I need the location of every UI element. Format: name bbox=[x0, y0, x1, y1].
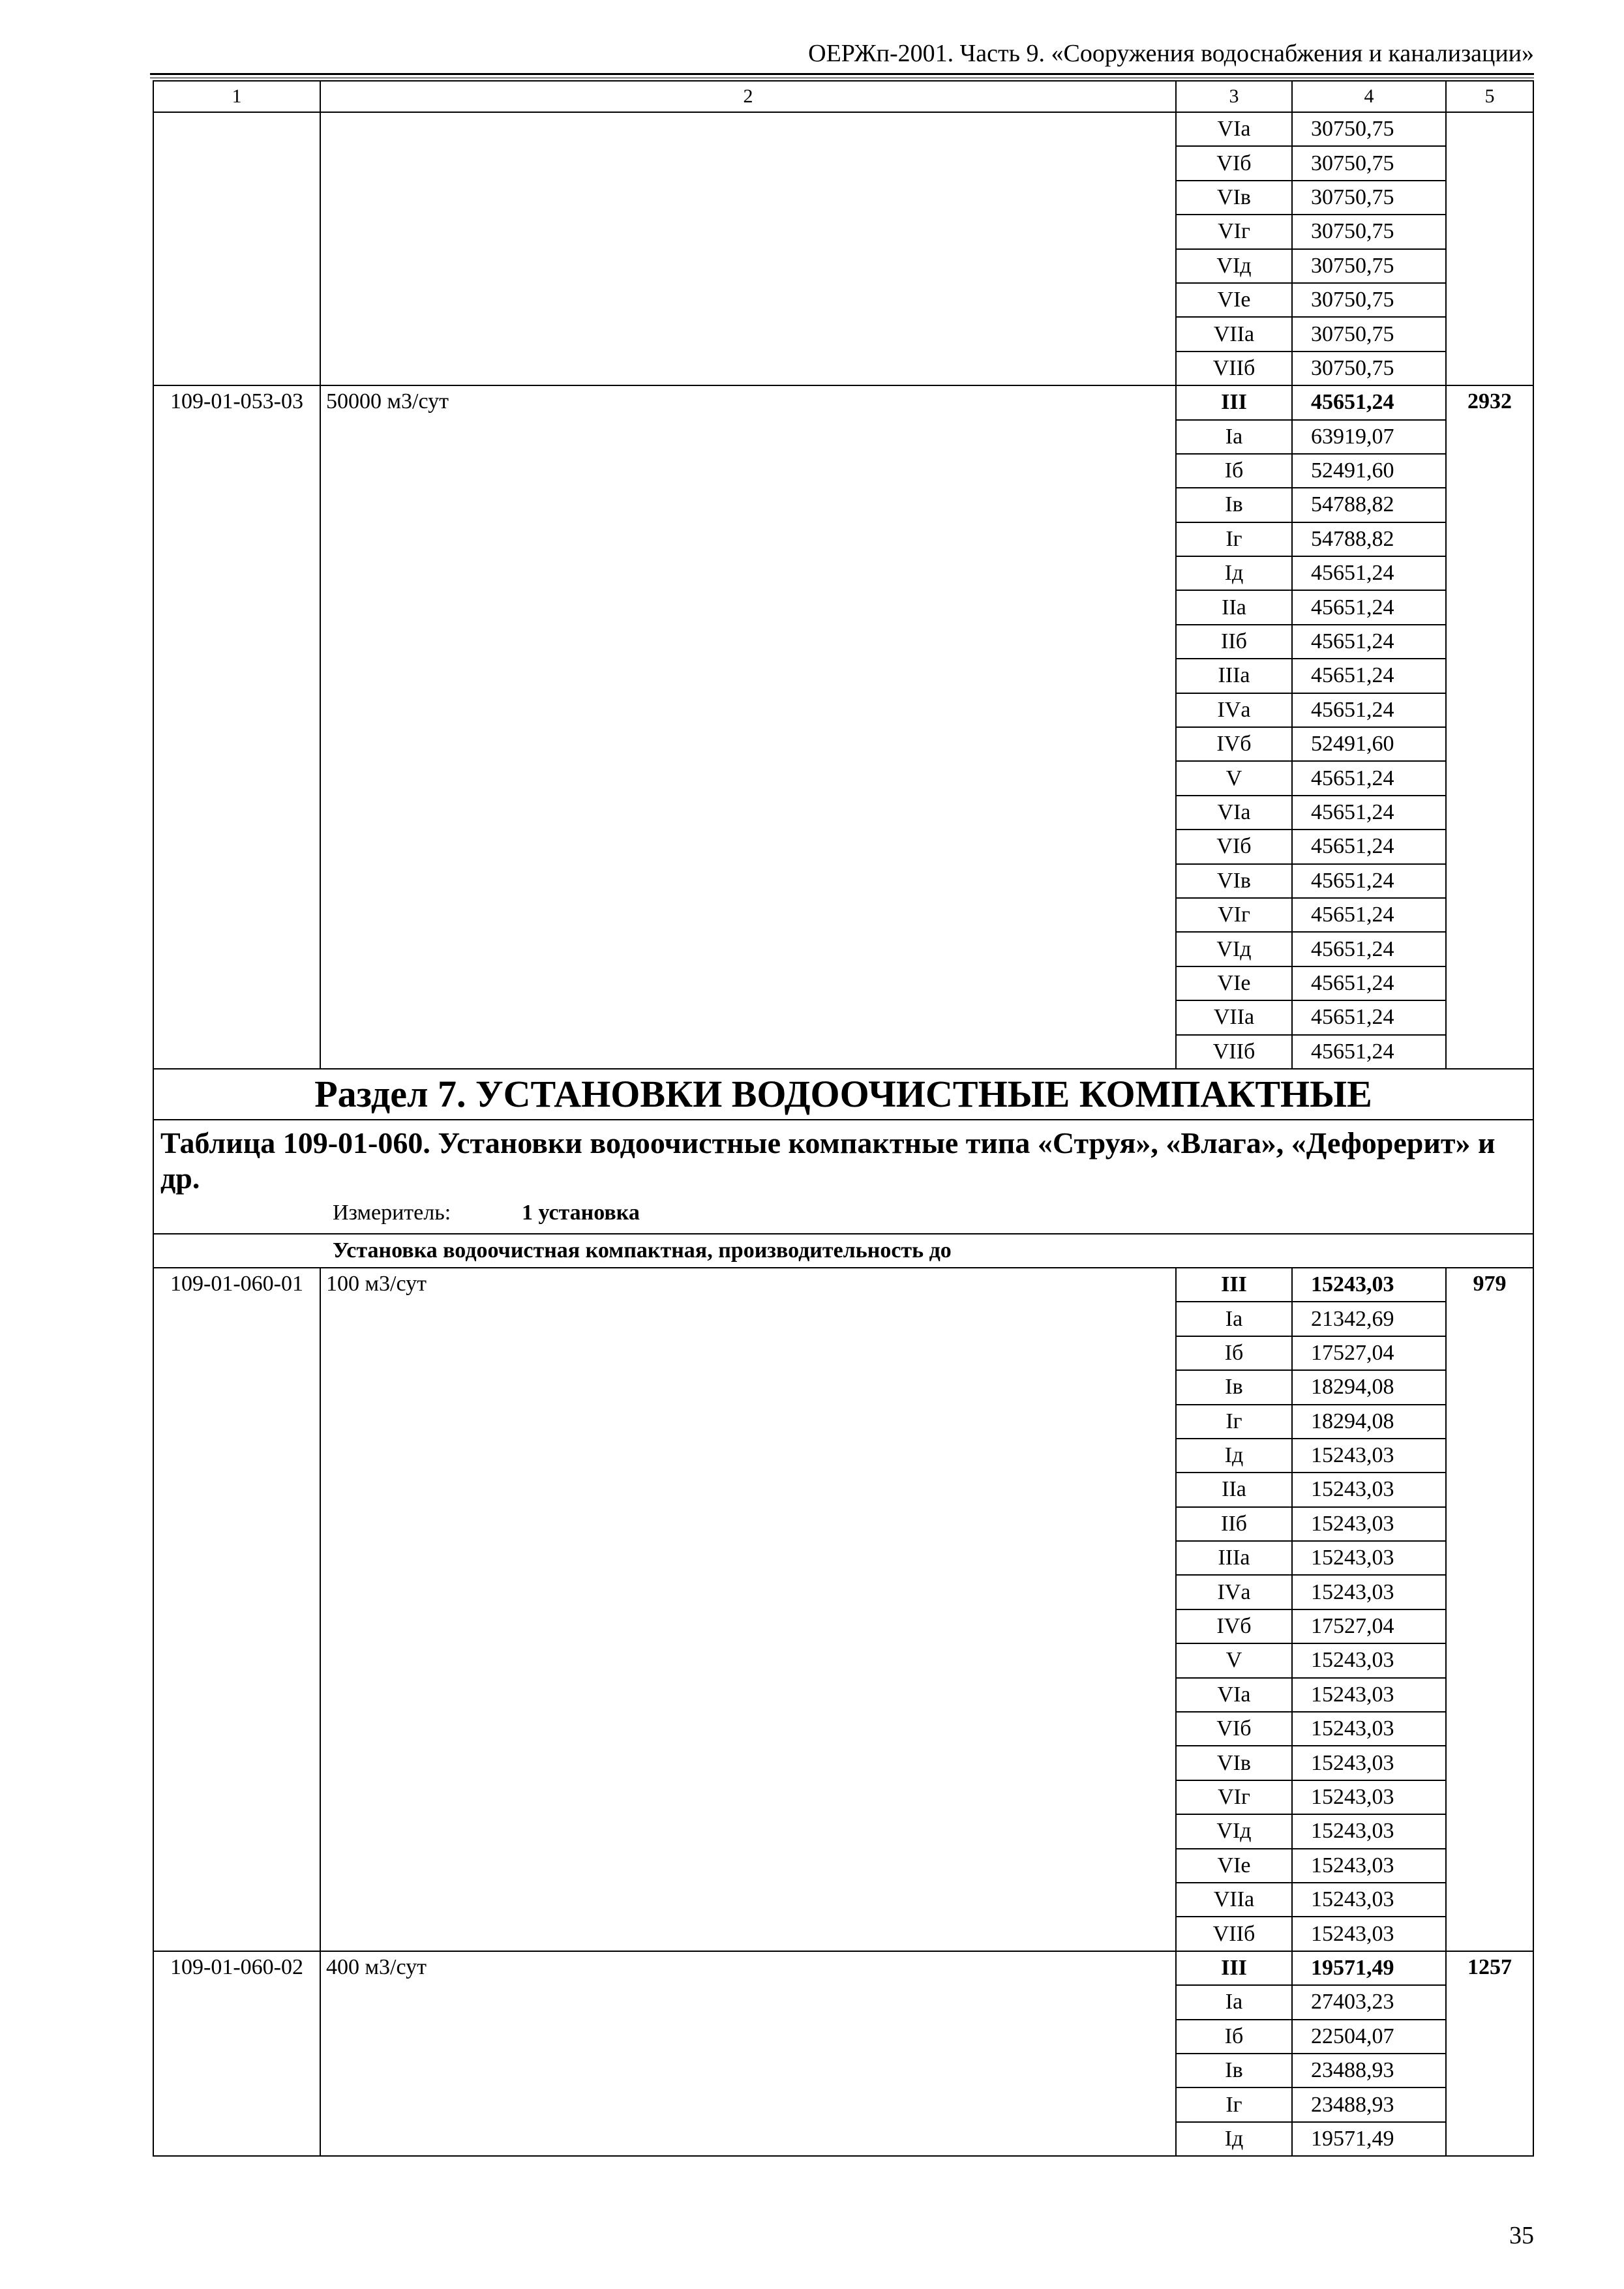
price-cell: 45651,24 bbox=[1292, 830, 1446, 863]
column-number-row bbox=[153, 81, 1533, 112]
zone-cell: VIIб bbox=[1176, 1917, 1292, 1951]
zone-cell: VIа bbox=[1176, 1678, 1292, 1712]
zone-cell: IVб bbox=[1176, 1609, 1292, 1643]
extra-cell bbox=[1446, 112, 1533, 385]
item-name bbox=[320, 112, 1176, 385]
price-cell: 52491,60 bbox=[1292, 727, 1446, 761]
zone-cell: VIв bbox=[1176, 1746, 1292, 1780]
extra-cell: 979 bbox=[1446, 1268, 1533, 1951]
zone-cell: Iа bbox=[1176, 1302, 1292, 1336]
price-cell: 15243,03 bbox=[1292, 1746, 1446, 1780]
price-cell: 15243,03 bbox=[1292, 1678, 1446, 1712]
column-number: 5 bbox=[1446, 81, 1533, 112]
zone-cell: Iв bbox=[1176, 1370, 1292, 1404]
price-cell: 30750,75 bbox=[1292, 317, 1446, 351]
zone-cell: IVа bbox=[1176, 693, 1292, 727]
price-cell: 30750,75 bbox=[1292, 181, 1446, 215]
price-cell: 19571,49 bbox=[1292, 1951, 1446, 1985]
zone-cell: VIг bbox=[1176, 215, 1292, 248]
running-header: ОЕРЖп-2001. Часть 9. «Сооружения водоснабжения и канализации» bbox=[808, 40, 1534, 67]
price-cell: 30750,75 bbox=[1292, 352, 1446, 385]
price-cell: 15243,03 bbox=[1292, 1439, 1446, 1473]
zone-cell: Iб bbox=[1176, 454, 1292, 488]
price-cell: 45651,24 bbox=[1292, 693, 1446, 727]
zone-cell: Iг bbox=[1176, 2087, 1292, 2121]
price-cell: 30750,75 bbox=[1292, 249, 1446, 283]
zone-cell: VIг bbox=[1176, 898, 1292, 932]
zone-cell: VIб bbox=[1176, 146, 1292, 180]
zone-cell: IIIа bbox=[1176, 659, 1292, 693]
zone-cell: IIб bbox=[1176, 625, 1292, 659]
extra-cell: 1257 bbox=[1446, 1951, 1533, 2156]
zone-cell: VIе bbox=[1176, 966, 1292, 1000]
zone-cell: VIд bbox=[1176, 1814, 1292, 1848]
zone-cell: VIд bbox=[1176, 932, 1292, 966]
price-cell: 45651,24 bbox=[1292, 556, 1446, 590]
table-title-cell bbox=[153, 1120, 1533, 1234]
price-cell: 15243,03 bbox=[1292, 1780, 1446, 1814]
zone-cell: III bbox=[1176, 1951, 1292, 1985]
table-row bbox=[153, 1268, 1533, 1302]
zone-cell: Iб bbox=[1176, 1336, 1292, 1370]
zone-cell: Iа bbox=[1176, 1985, 1292, 2019]
zone-cell: Iд bbox=[1176, 556, 1292, 590]
zone-cell: VIIб bbox=[1176, 352, 1292, 385]
zone-cell: VIIа bbox=[1176, 1000, 1292, 1034]
price-cell: 23488,93 bbox=[1292, 2087, 1446, 2121]
item-name: 400 м3/сут bbox=[320, 1951, 1176, 2156]
price-cell: 22504,07 bbox=[1292, 2020, 1446, 2054]
price-cell: 45651,24 bbox=[1292, 1000, 1446, 1034]
item-code: 109-01-060-01 bbox=[153, 1268, 320, 1951]
price-cell: 45651,24 bbox=[1292, 1035, 1446, 1069]
price-cell: 15243,03 bbox=[1292, 1268, 1446, 1302]
zone-cell: VIа bbox=[1176, 112, 1292, 146]
table-row bbox=[153, 1951, 1533, 1985]
price-cell: 15243,03 bbox=[1292, 1507, 1446, 1541]
zone-cell: VIе bbox=[1176, 1849, 1292, 1883]
price-cell: 52491,60 bbox=[1292, 454, 1446, 488]
item-name: 100 м3/сут bbox=[320, 1268, 1176, 1951]
price-cell: 45651,24 bbox=[1292, 659, 1446, 693]
zone-cell: Iд bbox=[1176, 2122, 1292, 2156]
column-number: 4 bbox=[1292, 81, 1446, 112]
price-cell: 30750,75 bbox=[1292, 215, 1446, 248]
price-cell: 54788,82 bbox=[1292, 488, 1446, 522]
zone-cell: Iв bbox=[1176, 488, 1292, 522]
price-cell: 18294,08 bbox=[1292, 1370, 1446, 1404]
zone-cell: V bbox=[1176, 761, 1292, 795]
zone-cell: Iг bbox=[1176, 522, 1292, 556]
price-cell: 17527,04 bbox=[1292, 1336, 1446, 1370]
price-cell: 45651,24 bbox=[1292, 761, 1446, 795]
unit-value: 1 установка bbox=[522, 1200, 640, 1225]
column-number: 3 bbox=[1176, 81, 1292, 112]
zone-cell: IIа bbox=[1176, 590, 1292, 624]
item-code: 109-01-053-03 bbox=[153, 385, 320, 1069]
price-cell: 15243,03 bbox=[1292, 1575, 1446, 1609]
zone-cell: IVб bbox=[1176, 727, 1292, 761]
zone-cell: Iа bbox=[1176, 420, 1292, 454]
table-title-row bbox=[153, 1120, 1533, 1234]
table-row bbox=[153, 112, 1533, 146]
price-cell: 54788,82 bbox=[1292, 522, 1446, 556]
subheading: Установка водоочистная компактная, производительность до bbox=[153, 1234, 1533, 1268]
zone-cell: IIа bbox=[1176, 1473, 1292, 1506]
price-cell: 15243,03 bbox=[1292, 1712, 1446, 1746]
section-title: Раздел 7. УСТАНОВКИ ВОДООЧИСТНЫЕ КОМПАКТНЫЕ bbox=[153, 1069, 1533, 1120]
header-rule bbox=[150, 73, 1534, 75]
zone-cell: Iг bbox=[1176, 1405, 1292, 1439]
price-cell: 30750,75 bbox=[1292, 146, 1446, 180]
unit-line bbox=[160, 1200, 1526, 1226]
zone-cell: VIв bbox=[1176, 864, 1292, 898]
item-code: 109-01-060-02 bbox=[153, 1951, 320, 2156]
zone-cell: Iв bbox=[1176, 2054, 1292, 2087]
price-cell: 45651,24 bbox=[1292, 385, 1446, 419]
zone-cell: V bbox=[1176, 1643, 1292, 1677]
price-cell: 15243,03 bbox=[1292, 1883, 1446, 1917]
zone-cell: IIб bbox=[1176, 1507, 1292, 1541]
price-cell: 23488,93 bbox=[1292, 2054, 1446, 2087]
price-cell: 15243,03 bbox=[1292, 1917, 1446, 1951]
zone-cell: VIб bbox=[1176, 830, 1292, 863]
zone-cell: IIIа bbox=[1176, 1541, 1292, 1575]
zone-cell: VIд bbox=[1176, 249, 1292, 283]
zone-cell: VIв bbox=[1176, 181, 1292, 215]
price-cell: 17527,04 bbox=[1292, 1609, 1446, 1643]
price-cell: 45651,24 bbox=[1292, 898, 1446, 932]
price-cell: 45651,24 bbox=[1292, 966, 1446, 1000]
price-cell: 18294,08 bbox=[1292, 1405, 1446, 1439]
price-cell: 15243,03 bbox=[1292, 1849, 1446, 1883]
price-cell: 45651,24 bbox=[1292, 864, 1446, 898]
price-cell: 15243,03 bbox=[1292, 1473, 1446, 1506]
zone-cell: VIа bbox=[1176, 796, 1292, 830]
zone-cell: VIб bbox=[1176, 1712, 1292, 1746]
table-title: Таблица 109-01-060. Установки водоочистные компактные типа «Струя», «Влага», «Дефорерит» и др. bbox=[160, 1126, 1496, 1195]
price-cell: 15243,03 bbox=[1292, 1643, 1446, 1677]
rates-table bbox=[153, 80, 1534, 2157]
unit-label: Измеритель: bbox=[333, 1200, 451, 1225]
zone-cell: III bbox=[1176, 1268, 1292, 1302]
page-number: 35 bbox=[1509, 2222, 1534, 2249]
table-row bbox=[153, 385, 1533, 419]
zone-cell: VIг bbox=[1176, 1780, 1292, 1814]
price-cell: 45651,24 bbox=[1292, 590, 1446, 624]
price-cell: 45651,24 bbox=[1292, 625, 1446, 659]
price-cell: 30750,75 bbox=[1292, 112, 1446, 146]
zone-cell: III bbox=[1176, 385, 1292, 419]
price-cell: 27403,23 bbox=[1292, 1985, 1446, 2019]
price-cell: 21342,69 bbox=[1292, 1302, 1446, 1336]
zone-cell: VIIб bbox=[1176, 1035, 1292, 1069]
zone-cell: Iб bbox=[1176, 2020, 1292, 2054]
column-number: 2 bbox=[320, 81, 1176, 112]
zone-cell: VIе bbox=[1176, 283, 1292, 317]
zone-cell: Iд bbox=[1176, 1439, 1292, 1473]
price-cell: 15243,03 bbox=[1292, 1541, 1446, 1575]
price-cell: 45651,24 bbox=[1292, 932, 1446, 966]
price-cell: 15243,03 bbox=[1292, 1814, 1446, 1848]
section-row bbox=[153, 1069, 1533, 1120]
zone-cell: VIIа bbox=[1176, 317, 1292, 351]
zone-cell: IVа bbox=[1176, 1575, 1292, 1609]
price-cell: 45651,24 bbox=[1292, 796, 1446, 830]
item-code bbox=[153, 112, 320, 385]
column-number: 1 bbox=[153, 81, 320, 112]
price-cell: 19571,49 bbox=[1292, 2122, 1446, 2156]
zone-cell: VIIа bbox=[1176, 1883, 1292, 1917]
item-name: 50000 м3/сут bbox=[320, 385, 1176, 1069]
subheading-row bbox=[153, 1234, 1533, 1268]
price-cell: 63919,07 bbox=[1292, 420, 1446, 454]
price-cell: 30750,75 bbox=[1292, 283, 1446, 317]
extra-cell: 2932 bbox=[1446, 385, 1533, 1069]
